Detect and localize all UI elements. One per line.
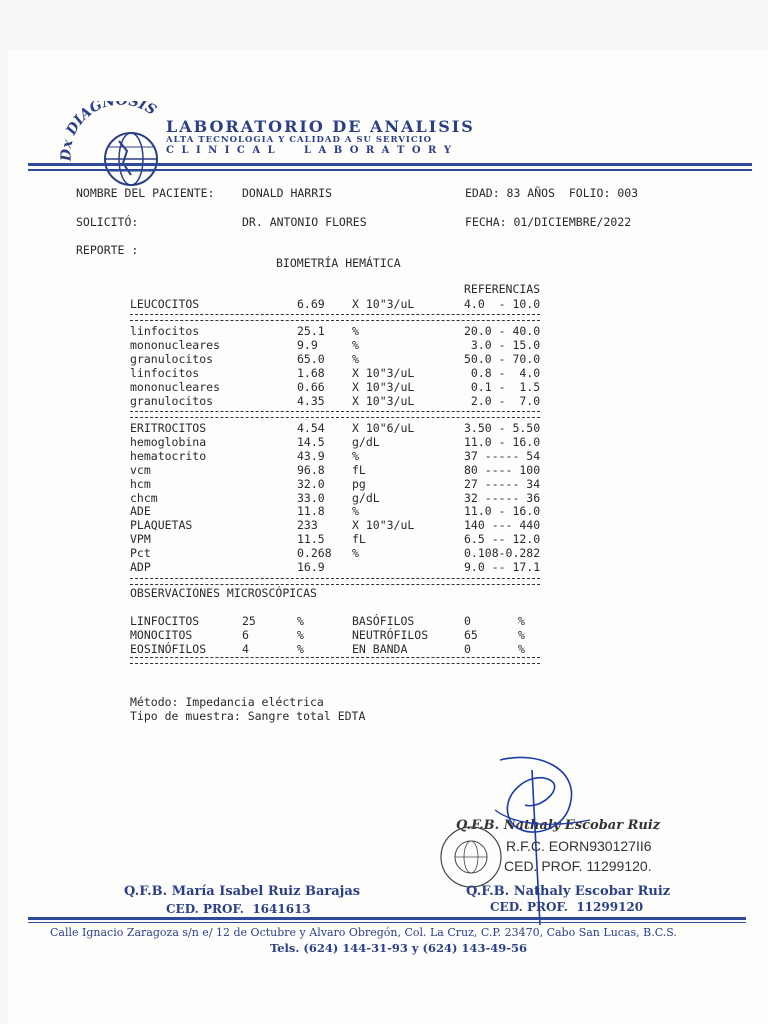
observation-left-value: 4: [242, 641, 249, 656]
result-unit: %: [352, 448, 359, 463]
result-value: 0.66: [297, 379, 325, 394]
result-value: 233: [297, 518, 318, 533]
footer-phones: Tels. (624) 144-31-93 y (624) 143-49-56: [270, 941, 527, 955]
globe-logo-icon: [59, 101, 179, 191]
observation-right-unit: %: [518, 627, 525, 642]
result-reference: 9.0 -- 17.1: [464, 560, 541, 574]
result-name: granulocitos: [130, 393, 214, 408]
result-reference: 3.0 - 15.0: [464, 337, 541, 352]
result-unit: g/dL: [352, 490, 380, 505]
result-value: 4.54: [297, 421, 325, 435]
observation-right-unit: %: [518, 641, 525, 656]
result-value: 0.268: [297, 546, 332, 561]
result-reference: 80 ---- 100: [464, 462, 541, 477]
result-reference: 0.8 - 4.0: [464, 365, 541, 380]
result-value: 33.0: [297, 490, 325, 505]
result-name: hcm: [130, 476, 151, 491]
lab-name: LABORATORIO DE ANALISIS: [166, 117, 475, 136]
result-reference: 37 ----- 54: [464, 448, 541, 463]
signature-1-name: Q.F.B. María Isabel Ruiz Barajas: [124, 884, 361, 899]
result-unit: pg: [352, 476, 366, 491]
result-name: linfocitos: [130, 365, 200, 380]
result-name: ERITROCITOS: [130, 421, 207, 435]
result-unit: fL: [352, 462, 366, 477]
separator: [130, 411, 540, 418]
observation-left-name: LINFOCITOS: [130, 614, 200, 628]
result-unit: X 10"3/uL: [352, 379, 415, 394]
patient-name: DONALD HARRIS: [242, 186, 333, 200]
result-reference: 32 ----- 36: [464, 490, 541, 505]
footer-rule-bottom: [28, 922, 746, 923]
clinical-laboratory: C L I N I C A L L A B O R A T O R Y: [166, 145, 453, 156]
observation-left-unit: %: [297, 627, 304, 642]
leucocitos-value: 6.69: [297, 297, 325, 311]
result-value: 14.5: [297, 434, 325, 449]
observation-right-name: EN BANDA: [352, 641, 408, 656]
stamp-name: Q.F.B. Nathaly Escobar Ruiz: [456, 818, 661, 833]
result-value: 1.68: [297, 365, 325, 380]
observation-right-unit: %: [518, 614, 525, 628]
patient-name-label: NOMBRE DEL PACIENTE:: [76, 186, 215, 200]
footer-address: Calle Ignacio Zaragoza s/n e/ 12 de Octubre y Alvaro Obregón, Col. La Cruz, C.P. 23470, Cabo San Lucas, B.C.S.: [50, 926, 677, 939]
result-unit: X 10"6/uL: [352, 421, 415, 435]
result-name: Pct: [130, 546, 151, 561]
report-title: BIOMETRÍA HEMÁTICA: [276, 256, 401, 270]
signature-2-name: Q.F.B. Nathaly Escobar Ruiz: [466, 884, 671, 899]
observation-right-value: 0: [464, 614, 471, 628]
leucocitos-name: LEUCOCITOS: [130, 297, 200, 311]
leucocitos-ref: 4.0 - 10.0: [464, 297, 541, 311]
result-reference: 20.0 - 40.0: [464, 324, 541, 338]
result-value: 65.0: [297, 351, 325, 366]
result-name: hemoglobina: [130, 434, 207, 449]
method-text: Método: Impedancia eléctrica: [130, 695, 324, 709]
result-reference: 3.50 - 5.50: [464, 421, 541, 435]
result-name: granulocitos: [130, 351, 214, 366]
result-reference: 50.0 - 70.0: [464, 351, 541, 366]
observation-left-unit: %: [297, 641, 304, 656]
result-value: 43.9: [297, 448, 325, 463]
leucocitos-unit: X 10"3/uL: [352, 297, 415, 311]
observation-left-unit: %: [297, 614, 304, 628]
observation-right-name: BASÓFILOS: [352, 614, 415, 628]
signature-1-ced: CED. PROF. 1641613: [166, 902, 311, 916]
result-value: 32.0: [297, 476, 325, 491]
observation-left-name: EOSINÓFILOS: [130, 641, 207, 656]
result-reference: 27 ----- 34: [464, 476, 541, 491]
observation-left-value: 6: [242, 627, 249, 642]
result-name: hematocrito: [130, 448, 207, 463]
result-unit: %: [352, 546, 359, 561]
references-header: REFERENCIAS: [464, 282, 541, 296]
observations-title: OBSERVACIONES MICROSCÓPICAS: [130, 586, 317, 600]
sample-text: Tipo de muestra: Sangre total EDTA: [130, 709, 366, 723]
report-date: FECHA: 01/DICIEMBRE/2022: [465, 215, 632, 229]
separator: [130, 657, 540, 664]
result-value: 9.9: [297, 337, 318, 352]
age-folio: EDAD: 83 AÑOS FOLIO: 003: [465, 186, 639, 200]
observation-left-value: 25: [242, 614, 256, 628]
result-reference: 140 --- 440: [464, 518, 541, 533]
result-name: linfocitos: [130, 324, 200, 338]
stamp-ced: CED. PROF. 11299120.: [504, 858, 652, 874]
result-name: ADE: [130, 504, 151, 519]
svg-text:Dx DIAGNOSIS: [59, 101, 159, 162]
result-unit: g/dL: [352, 434, 380, 449]
separator: [130, 314, 540, 321]
requested-label: SOLICITÓ:: [76, 215, 139, 229]
result-name: vcm: [130, 462, 151, 477]
result-reference: 11.0 - 16.0: [464, 504, 541, 519]
lab-tagline: ALTA TECNOLOGIA Y CALIDAD A SU SERVICIO: [166, 135, 433, 145]
result-unit: fL: [352, 532, 366, 547]
result-reference: 0.1 - 1.5: [464, 379, 541, 394]
signature-2-ced: CED. PROF. 11299120: [490, 900, 644, 914]
observation-right-value: 0: [464, 641, 471, 656]
result-unit: %: [352, 351, 359, 366]
result-unit: X 10"3/uL: [352, 518, 415, 533]
header-rule-top: [28, 163, 752, 166]
result-unit: X 10"3/uL: [352, 393, 415, 408]
result-name: ADP: [130, 560, 151, 574]
result-reference: 6.5 -- 12.0: [464, 532, 541, 547]
stamp-rfc: R.F.C. EORN930127II6: [506, 838, 652, 854]
header-rule-bottom: [28, 169, 752, 171]
result-value: 4.35: [297, 393, 325, 408]
result-name: mononucleares: [130, 337, 221, 352]
result-name: mononucleares: [130, 379, 221, 394]
doctor-name: DR. ANTONIO FLORES: [242, 215, 367, 229]
observation-right-value: 65: [464, 627, 478, 642]
result-name: chcm: [130, 490, 158, 505]
result-unit: X 10"3/uL: [352, 365, 415, 380]
result-unit: %: [352, 504, 359, 519]
result-value: 16.9: [297, 560, 325, 574]
footer-rule-top: [28, 917, 746, 920]
separator: [130, 578, 540, 585]
result-unit: %: [352, 337, 359, 352]
result-reference: 0.108-0.282: [464, 546, 541, 561]
result-value: 96.8: [297, 462, 325, 477]
result-value: 11.5: [297, 532, 325, 547]
result-name: PLAQUETAS: [130, 518, 193, 533]
result-value: 25.1: [297, 324, 325, 338]
result-name: VPM: [130, 532, 151, 547]
result-value: 11.8: [297, 504, 325, 519]
observation-right-name: NEUTRÓFILOS: [352, 627, 429, 642]
observation-left-name: MONOCITOS: [130, 627, 193, 642]
result-unit: %: [352, 324, 359, 338]
logo-arc-text: Dx DIAGN SIS: [59, 101, 160, 162]
result-reference: 2.0 - 7.0: [464, 393, 541, 408]
logo: [40, 82, 160, 172]
result-reference: 11.0 - 16.0: [464, 434, 541, 449]
report-label: REPORTE :: [76, 243, 139, 257]
